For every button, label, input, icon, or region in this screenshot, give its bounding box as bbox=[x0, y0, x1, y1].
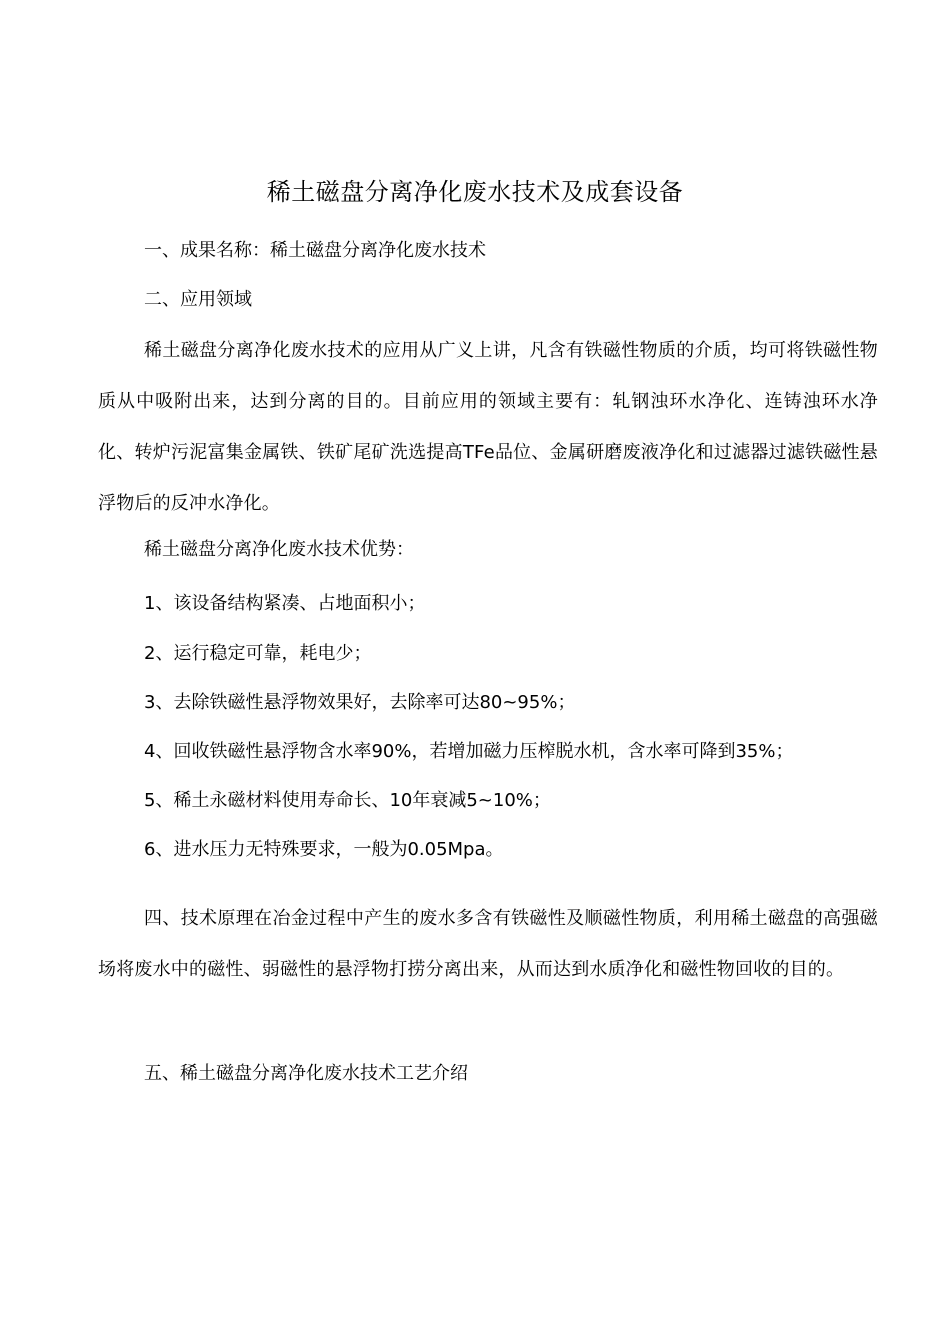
section-2-heading: 二、应用领域 bbox=[144, 289, 252, 310]
advantage-item-5: 5、稀土永磁材料使用寿命长、10年衰减5~10%； bbox=[144, 790, 551, 811]
advantage-item-6: 6、进水压力无特殊要求，一般为0.05Mpa。 bbox=[144, 839, 504, 860]
advantage-item-4: 4、回收铁磁性悬浮物含水率90%，若增加磁力压榨脱水机，含水率可降到35%； bbox=[144, 741, 794, 762]
document-title: 稀土磁盘分离净化废水技术及成套设备 bbox=[266, 178, 684, 206]
section-1-heading: 一、成果名称：稀土磁盘分离净化废水技术 bbox=[144, 240, 486, 261]
section-5-heading: 五、稀土磁盘分离净化废水技术工艺介绍 bbox=[144, 1063, 468, 1084]
section-4-body: 四、技术原理在冶金过程中产生的废水多含有铁磁性及顺磁性物质，利用稀土磁盘的高强磁场将废水中的磁性、弱磁性的悬浮物打捞分离出来，从而达到水质净化和磁性物回收的目的。 bbox=[98, 908, 878, 980]
advantage-item-2: 2、运行稳定可靠，耗电少； bbox=[144, 643, 372, 664]
advantage-item-1: 1、该设备结构紧凑、占地面积小； bbox=[144, 593, 426, 614]
advantage-item-3: 3、去除铁磁性悬浮物效果好，去除率可达80~95%； bbox=[144, 692, 576, 713]
section-2-body: 稀土磁盘分离净化废水技术的应用从广义上讲，凡含有铁磁性物质的介质，均可将铁磁性物质从中吸附出来，达到分离的目的。目前应用的领域主要有：轧钢浊环水净化、连铸浊环水净化、转炉污泥富集金属铁、铁矿尾矿洗选提高TFe品位、金属研磨废液净化和过滤器过滤铁磁性悬浮物后的反冲水净化。 bbox=[98, 340, 878, 514]
advantages-heading: 稀土磁盘分离净化废水技术优势： bbox=[144, 539, 414, 560]
